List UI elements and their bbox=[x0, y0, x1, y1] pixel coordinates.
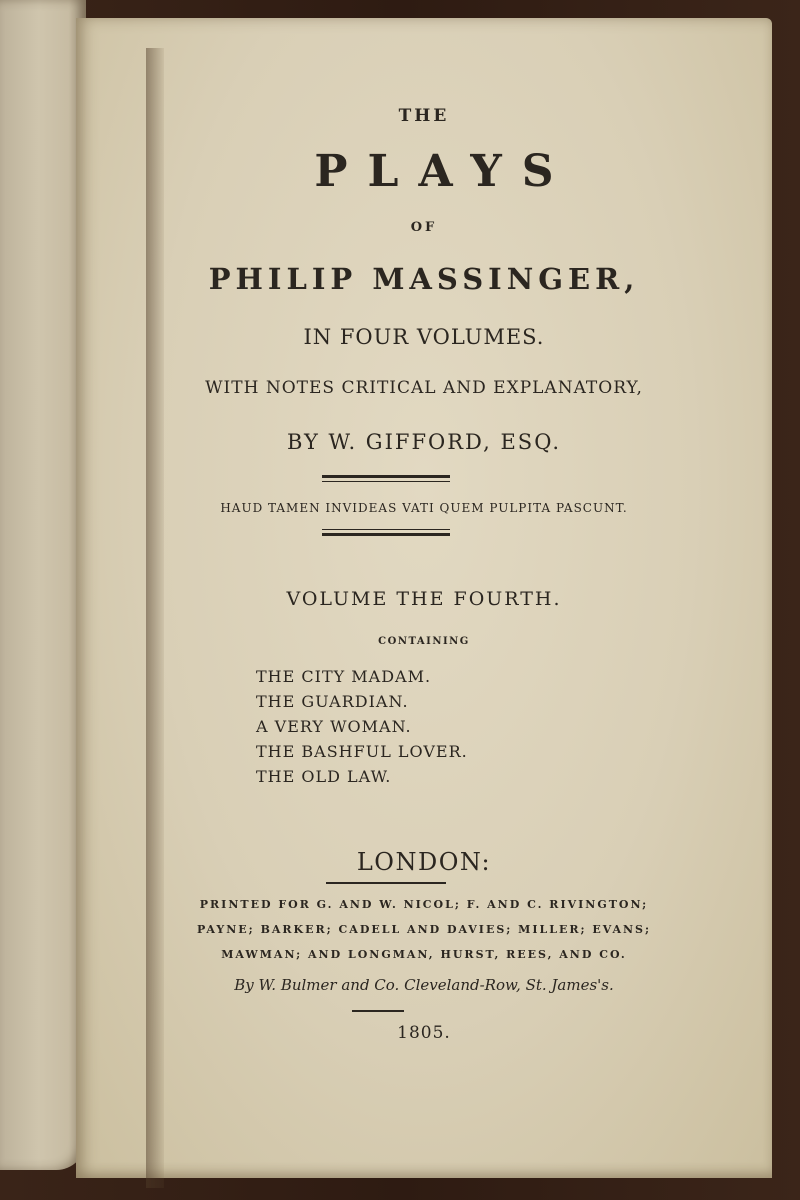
title-the: THE bbox=[398, 106, 450, 126]
contents-item: THE OLD LAW. bbox=[256, 767, 392, 786]
contents-item: THE GUARDIAN. bbox=[256, 692, 409, 711]
latin-motto: HAUD TAMEN INVIDEAS VATI QUEM PULPITA PASCUNT. bbox=[220, 501, 628, 515]
printed-line-1: PRINTED FOR G. AND W. NICOL; F. AND C. RIVINGTON; bbox=[199, 898, 649, 911]
volume-title: VOLUME THE FOURTH. bbox=[286, 588, 562, 610]
printed-line-2: PAYNE; BARKER; CADELL AND DAVIES; MILLER; EVANS; bbox=[196, 923, 652, 936]
place-of-publication: LONDON: bbox=[356, 848, 492, 876]
page-gutter-shadow bbox=[146, 48, 164, 1188]
notes-line: WITH NOTES CRITICAL AND EXPLANATORY, bbox=[205, 378, 643, 398]
lower-rule-thin bbox=[322, 529, 450, 530]
volumes-line: IN FOUR VOLUMES. bbox=[303, 325, 545, 349]
publication-year: 1805. bbox=[397, 1023, 451, 1043]
contents-item: THE CITY MADAM. bbox=[256, 667, 432, 686]
printed-line-3: MAWMAN; AND LONGMAN, HURST, REES, AND CO. bbox=[221, 948, 627, 961]
lower-rule-thick bbox=[322, 533, 450, 536]
title-plays: PLAYS bbox=[314, 146, 574, 197]
contents-list bbox=[256, 664, 468, 789]
upper-rule-thin bbox=[322, 481, 450, 482]
printer-line: By W. Bulmer and Co. Cleveland-Row, St. James's. bbox=[234, 976, 614, 994]
upper-rule-thick bbox=[322, 475, 450, 478]
london-underline bbox=[326, 882, 446, 884]
left-page-edge bbox=[0, 0, 86, 1170]
year-rule bbox=[352, 1010, 404, 1012]
author-name: PHILIP MASSINGER, bbox=[208, 262, 640, 296]
editor-line: BY W. GIFFORD, ESQ. bbox=[286, 430, 562, 454]
contents-item: THE BASHFUL LOVER. bbox=[256, 742, 468, 761]
containing-label: CONTAINING bbox=[378, 636, 470, 647]
title-page bbox=[76, 18, 772, 1178]
contents-item: A VERY WOMAN. bbox=[256, 717, 412, 736]
title-of: OF bbox=[410, 220, 438, 235]
